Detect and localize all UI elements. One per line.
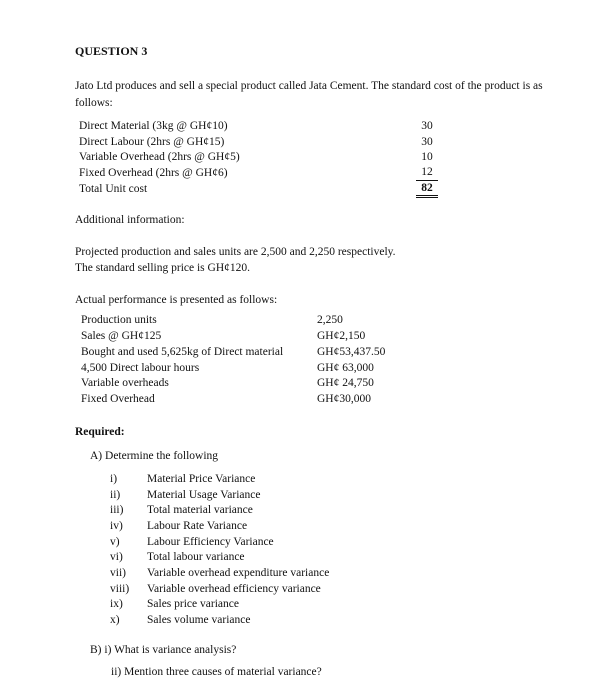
cost-label-fixed-overhead: Fixed Overhead (2hrs @ GH¢6) bbox=[79, 167, 228, 179]
cost-value-direct-labour: 30 bbox=[421, 136, 433, 148]
list-item-number: ii) bbox=[110, 489, 121, 501]
additional-heading: Additional information: bbox=[75, 214, 185, 226]
actual-label-fixed-overhead: Fixed Overhead bbox=[81, 393, 155, 405]
actual-value-production: 2,250 bbox=[317, 314, 343, 326]
actual-label-production: Production units bbox=[81, 314, 157, 326]
actual-value-sales: GH¢2,150 bbox=[317, 330, 366, 342]
cost-value-direct-material: 30 bbox=[421, 120, 433, 132]
list-item-number: v) bbox=[110, 536, 120, 548]
list-item-text: Variable overhead efficiency variance bbox=[147, 583, 321, 595]
actual-label-labour: 4,500 Direct labour hours bbox=[81, 362, 200, 374]
list-item-number: vi) bbox=[110, 551, 123, 563]
actual-value-labour: GH¢ 63,000 bbox=[317, 362, 374, 374]
additional-line-projection: Projected production and sales units are 2,500 and 2,250 respectively. bbox=[75, 246, 396, 258]
list-item-number: iv) bbox=[110, 520, 123, 532]
list-item-text: Total material variance bbox=[147, 504, 253, 516]
actual-label-sales: Sales @ GH¢125 bbox=[81, 330, 162, 342]
list-item-number: viii) bbox=[110, 583, 130, 595]
cost-value-variable-overhead: 10 bbox=[421, 151, 433, 163]
actual-value-fixed-overhead: GH¢30,000 bbox=[317, 393, 371, 405]
list-item-text: Material Usage Variance bbox=[147, 489, 261, 501]
list-item-text: Material Price Variance bbox=[147, 473, 256, 485]
list-item-text: Variable overhead expenditure variance bbox=[147, 567, 330, 579]
list-item-number: ix) bbox=[110, 598, 123, 610]
cost-label-total: Total Unit cost bbox=[79, 183, 148, 195]
cost-label-variable-overhead: Variable Overhead (2hrs @ GH¢5) bbox=[79, 151, 240, 163]
list-item-number: x) bbox=[110, 614, 120, 626]
actual-label-variable-overheads: Variable overheads bbox=[81, 377, 169, 389]
additional-line-selling-price: The standard selling price is GH¢120. bbox=[75, 262, 251, 274]
part-b-question-2: ii) Mention three causes of material variance? bbox=[111, 666, 322, 678]
question-title: QUESTION 3 bbox=[75, 44, 148, 58]
list-item-text: Sales volume variance bbox=[147, 614, 251, 626]
actual-value-variable-overheads: GH¢ 24,750 bbox=[317, 377, 374, 389]
actual-label-material: Bought and used 5,625kg of Direct material bbox=[81, 346, 284, 358]
actual-value-material: GH¢53,437.50 bbox=[317, 346, 386, 358]
cost-value-total: 82 bbox=[416, 181, 438, 198]
part-a-heading: A) Determine the following bbox=[90, 450, 219, 462]
part-b-question-1: B) i) What is variance analysis? bbox=[90, 644, 237, 656]
list-item-text: Labour Efficiency Variance bbox=[147, 536, 274, 548]
list-item-number: iii) bbox=[110, 504, 124, 516]
list-item-text: Sales price variance bbox=[147, 598, 239, 610]
list-item-text: Labour Rate Variance bbox=[147, 520, 248, 532]
list-item-text: Total labour variance bbox=[147, 551, 245, 563]
cost-label-direct-labour: Direct Labour (2hrs @ GH¢15) bbox=[79, 136, 225, 148]
cost-label-direct-material: Direct Material (3kg @ GH¢10) bbox=[79, 120, 228, 132]
list-item-number: vii) bbox=[110, 567, 126, 579]
actual-heading: Actual performance is presented as follows: bbox=[75, 294, 278, 306]
list-item-number: i) bbox=[110, 473, 118, 485]
cost-value-fixed-overhead: 12 bbox=[416, 165, 438, 181]
intro-paragraph: Jato Ltd produces and sell a special product called Jata Cement. The standard cost of the product is as follows: bbox=[75, 80, 543, 109]
required-heading: Required: bbox=[75, 426, 125, 438]
